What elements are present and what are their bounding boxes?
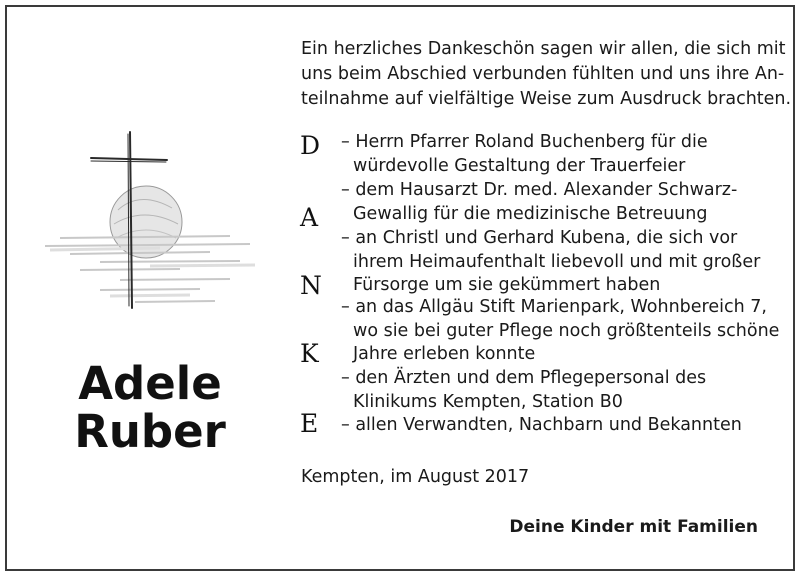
thanks-item — [341, 296, 779, 367]
signature: Deine Kinder mit Familien — [509, 517, 758, 537]
danke-letter-a: A — [300, 203, 319, 232]
thanks-line: – allen Verwandten, Nachbarn und Bekannten — [341, 415, 742, 435]
intro-paragraph — [301, 37, 792, 112]
danke-letter-e: E — [300, 409, 319, 438]
thanks-line: ihrem Heimaufenthalt liebevoll und mit großer — [353, 251, 761, 272]
thanks-line: – den Ärzten und dem Pflegepersonal des — [341, 368, 707, 388]
intro-line: uns beim Abschied verbunden fühlten und uns ihre An- — [301, 64, 785, 84]
thanks-line: – an das Allgäu Stift Marienpark, Wohnbereich 7, — [341, 297, 767, 317]
thanks-line: Gewallig für die medizinische Betreuung — [353, 203, 708, 224]
thanks-line: Jahre erleben konnte — [353, 344, 536, 364]
thanks-line: – dem Hausarzt Dr. med. Alexander Schwarz- — [341, 180, 738, 200]
thanks-line: würdevolle Gestaltung der Trauerfeier — [353, 155, 686, 176]
deceased-first-name: Adele — [78, 357, 222, 410]
thanks-item — [341, 367, 706, 414]
thanks-line: – Herrn Pfarrer Roland Buchenberg für die — [341, 132, 708, 152]
deceased-last-name: Ruber — [74, 405, 226, 458]
thanks-line: Fürsorge um sie gekümmert haben — [353, 275, 661, 295]
danke-letter-d: D — [300, 131, 321, 160]
intro-line: Ein herzliches Dankeschön sagen wir allen, die sich mit — [301, 39, 786, 59]
thanks-item — [341, 179, 737, 226]
thanks-item — [341, 131, 708, 178]
danke-letter-n: N — [300, 271, 322, 300]
intro-line: teilnahme auf vielfältige Weise zum Ausdruck brachten. — [301, 89, 792, 109]
cross-and-sun-illustration — [40, 120, 270, 350]
thanks-line: – an Christl und Gerhard Kubena, die sich vor — [341, 228, 738, 248]
thanks-item — [341, 227, 760, 298]
place-and-date: Kempten, im August 2017 — [301, 467, 530, 487]
thanks-line: wo sie bei guter Pflege noch größtenteils schöne — [353, 320, 780, 341]
thanks-line: Klinikums Kempten, Station B0 — [353, 391, 623, 412]
danke-letter-k: K — [300, 339, 319, 368]
thanks-item — [341, 414, 742, 438]
